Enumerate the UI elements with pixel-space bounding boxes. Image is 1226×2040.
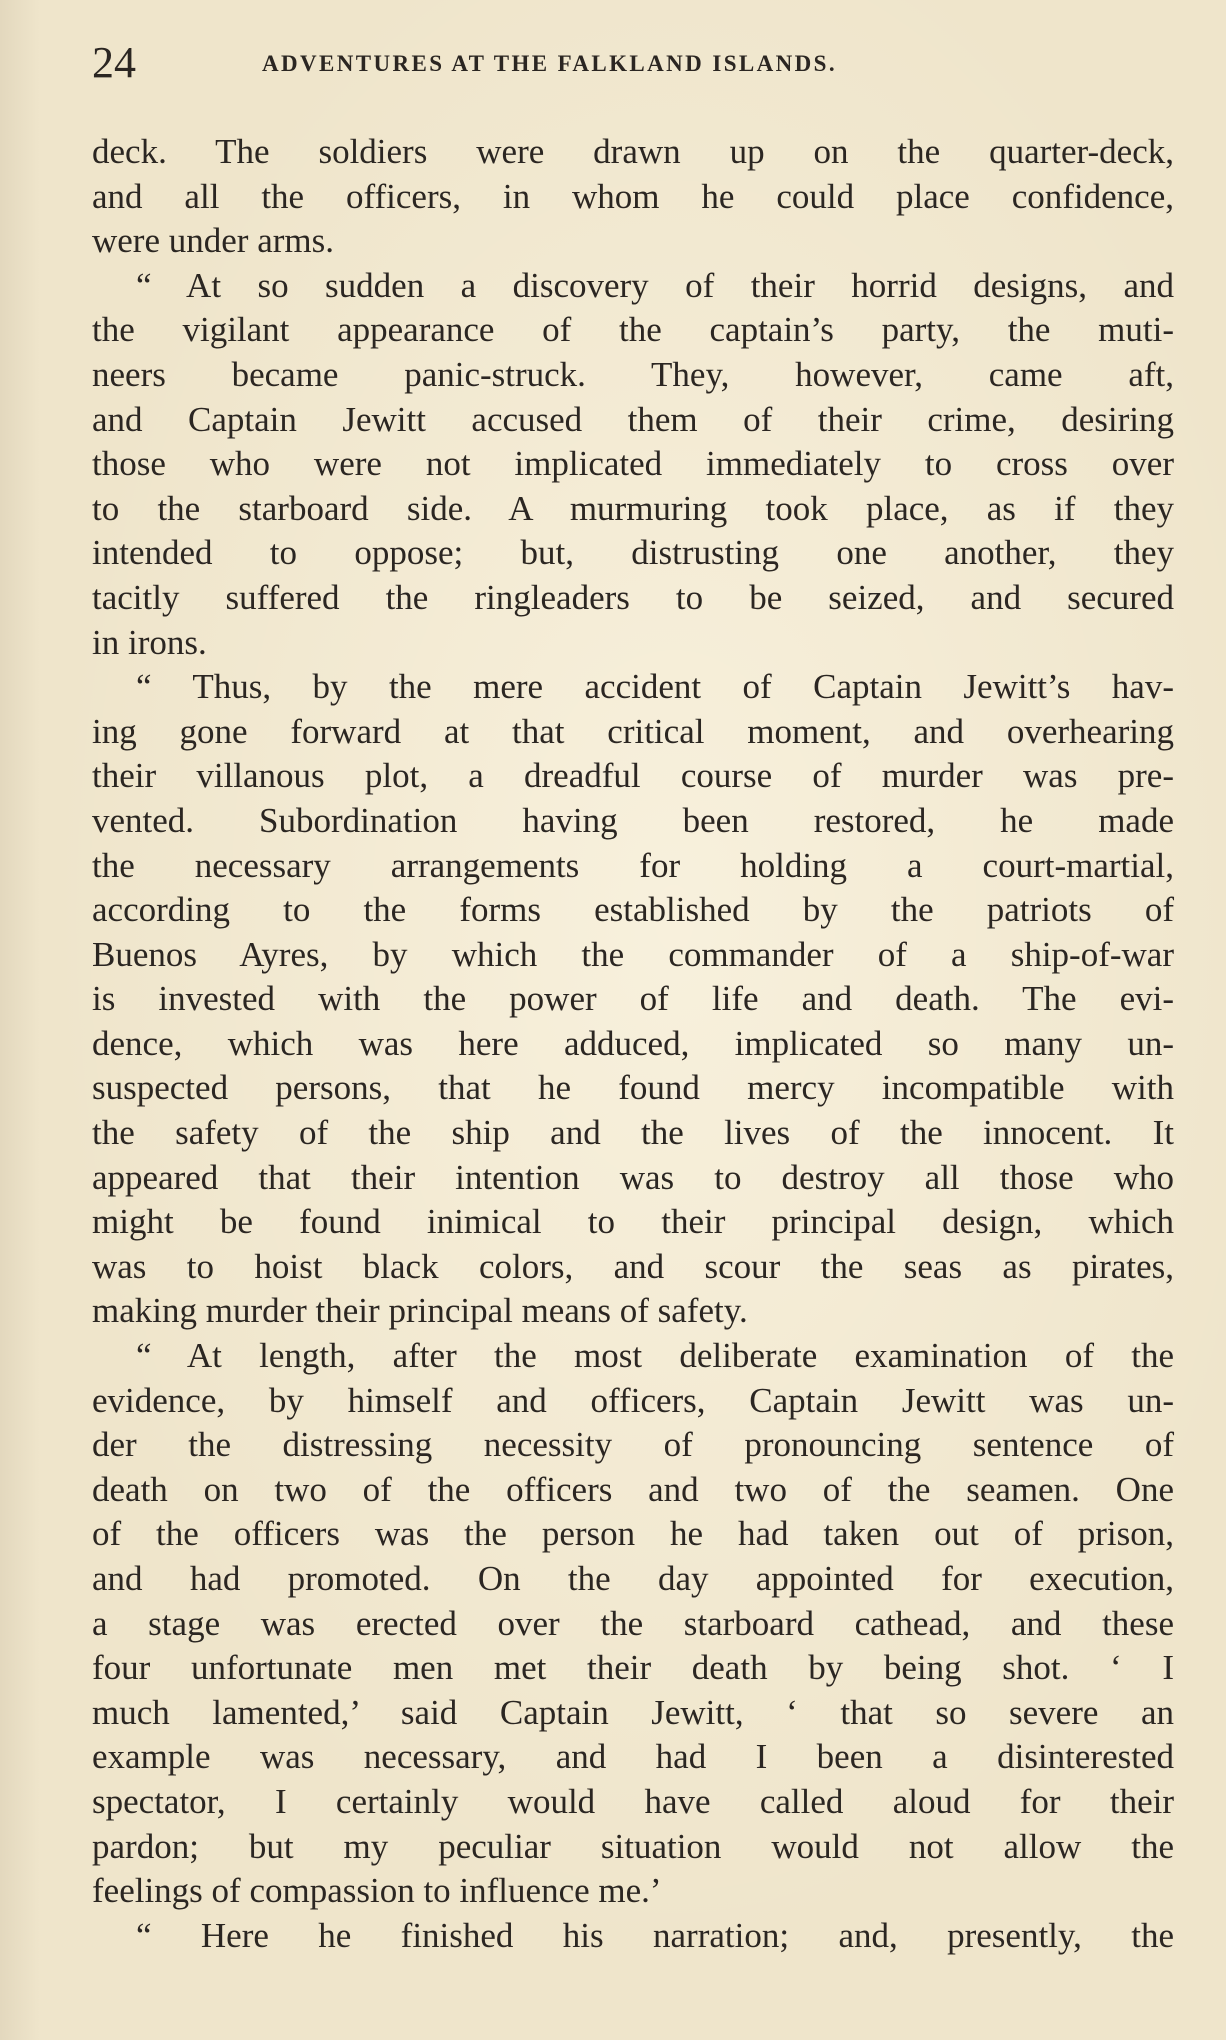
text-line: Buenos Ayres, by which the commander of a ship-of-war — [92, 934, 1174, 974]
text-line: the vigilant appearance of the captain’s party, the muti- — [92, 310, 1174, 350]
text-line: dence, which was here adduced, implicated so many un- — [92, 1023, 1174, 1063]
text-line: der the distressing necessity of pronouncing sentence of — [92, 1425, 1174, 1465]
text-line: might be found inimical to their principal design, which — [92, 1202, 1174, 1242]
text-line: death on two of the officers and two of the seamen. One — [92, 1469, 1174, 1509]
text-line: was to hoist black colors, and scour the seas as pirates, — [92, 1246, 1174, 1286]
text-line: to the starboard side. A murmuring took place, as if they — [92, 488, 1174, 528]
text-line: “ Here he finished his narration; and, presently, the — [136, 1915, 1174, 1955]
text-line: a stage was erected over the starboard cathead, and these — [92, 1603, 1174, 1643]
text-line: pardon; but my peculiar situation would not allow the — [92, 1826, 1174, 1866]
text-line: the necessary arrangements for holding a court-martial, — [92, 845, 1174, 885]
text-line: suspected persons, that he found mercy incompatible with — [92, 1068, 1174, 1108]
text-line: intended to oppose; but, distrusting one another, they — [92, 533, 1174, 573]
running-title: ADVENTURES AT THE FALKLAND ISLANDS. — [262, 51, 837, 76]
text-line: “ Thus, by the mere accident of Captain Jewitt’s hav- — [136, 667, 1174, 707]
text-line: the safety of the ship and the lives of the innocent. It — [92, 1113, 1174, 1153]
text-line: ing gone forward at that critical moment, and overhearing — [92, 711, 1174, 751]
body-text — [92, 130, 1174, 1958]
text-line: and had promoted. On the day appointed for execution, — [92, 1559, 1174, 1598]
text-line: of the officers was the person he had taken out of prison, — [92, 1514, 1174, 1554]
text-line: tacitly suffered the ringleaders to be seized, and secured — [92, 577, 1174, 617]
page-number: 24 — [92, 38, 136, 87]
text-line: in irons. — [92, 622, 207, 662]
text-line: “ At so sudden a discovery of their horrid designs, and — [136, 265, 1174, 305]
text-line: making murder their principal means of safety. — [92, 1291, 748, 1331]
text-line: vented. Subordination having been restored, he made — [92, 800, 1174, 840]
text-line: those who were not implicated immediately to cross over — [92, 444, 1174, 484]
running-head — [92, 38, 1174, 88]
text-line: spectator, I certainly would have called aloud for their — [92, 1781, 1174, 1821]
text-line: is invested with the power of life and death. The evi- — [92, 979, 1174, 1019]
text-line: much lamented,’ said Captain Jewitt, ‘ that so severe an — [92, 1692, 1174, 1732]
text-line: “ At length, after the most deliberate examination of the — [136, 1336, 1174, 1376]
text-line: and all the officers, in whom he could place confidence, — [92, 176, 1174, 216]
text-line: were under arms. — [92, 221, 334, 261]
text-line: feelings of compassion to influence me.’ — [92, 1871, 662, 1911]
text-line: evidence, by himself and officers, Captain Jewitt was un- — [92, 1380, 1174, 1420]
text-line: four unfortunate men met their death by being shot. ‘ I — [92, 1648, 1174, 1688]
text-line: neers became panic-struck. They, however, came aft, — [92, 354, 1174, 394]
text-line: according to the forms established by the patriots of — [92, 890, 1174, 930]
text-line: their villanous plot, a dreadful course of murder was pre- — [92, 756, 1174, 796]
text-line: and Captain Jewitt accused them of their crime, desiring — [92, 399, 1174, 439]
text-line: appeared that their intention was to destroy all those who — [92, 1157, 1174, 1197]
text-line: example was necessary, and had I been a disinterested — [92, 1737, 1174, 1777]
text-line: deck. The soldiers were drawn up on the quarter-deck, — [92, 132, 1174, 171]
